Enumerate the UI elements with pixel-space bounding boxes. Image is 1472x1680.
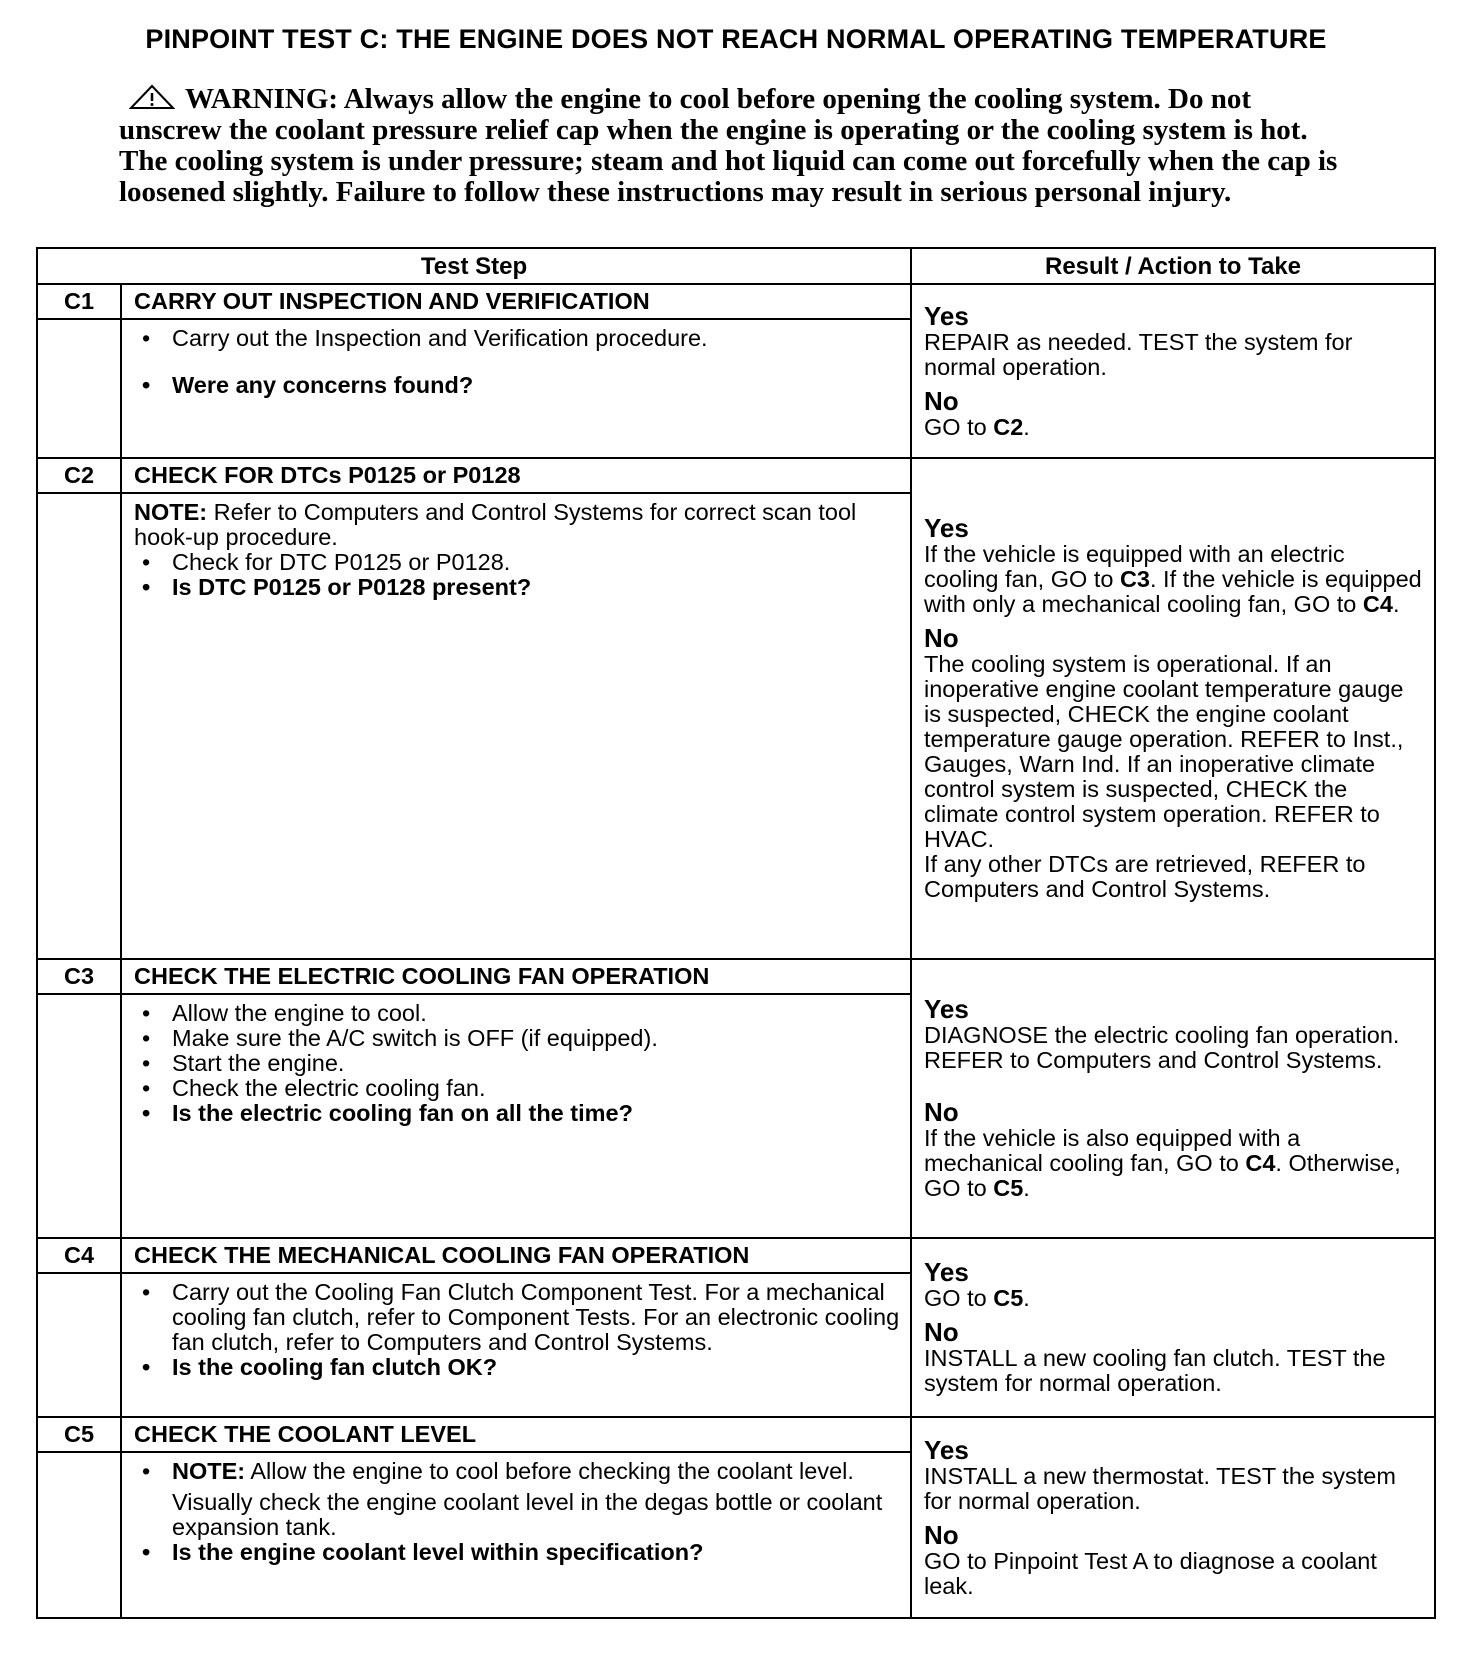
step-heading: CARRY OUT INSPECTION AND VERIFICATION bbox=[121, 284, 911, 319]
no-action-text: GO to bbox=[924, 413, 994, 440]
step-c1-instructions bbox=[121, 319, 911, 458]
no-action-text: If the vehicle is also equipped with a mechanical cooling fan, GO to bbox=[924, 1125, 1301, 1176]
step-question: • Is the engine coolant level within specification? bbox=[134, 1540, 900, 1565]
step-id: C5 bbox=[37, 1417, 121, 1452]
no-label: No bbox=[924, 385, 959, 416]
warning-triangle-icon bbox=[129, 84, 175, 110]
step-c4-heading-row bbox=[37, 1238, 1435, 1273]
no-action-text: . Otherwise, GO to bbox=[924, 1150, 1401, 1201]
pinpoint-test-table bbox=[36, 247, 1436, 1619]
note-text: Allow the engine to cool before checking the coolant level. bbox=[245, 1458, 854, 1484]
step-c4-instructions bbox=[121, 1273, 911, 1417]
col-header-test-step: Test Step bbox=[37, 248, 911, 284]
no-action bbox=[924, 415, 1424, 440]
step-c2-heading-row bbox=[37, 458, 1435, 493]
instruction-item: • Check the electric cooling fan. bbox=[134, 1076, 900, 1101]
step-c3-result bbox=[911, 959, 1435, 1238]
step-id: C3 bbox=[37, 959, 121, 994]
note-label: NOTE: bbox=[172, 1458, 246, 1484]
step-ref: C4 bbox=[1245, 1150, 1276, 1176]
no-label: No bbox=[924, 1317, 959, 1347]
instruction-item: Visually check the engine coolant level in the degas bottle or coolant expansion tank. bbox=[172, 1489, 883, 1540]
step-id-blank bbox=[37, 493, 121, 959]
table-header-row bbox=[37, 248, 1435, 284]
step-heading: CHECK FOR DTCs P0125 or P0128 bbox=[121, 458, 911, 493]
step-id: C2 bbox=[37, 458, 121, 493]
yes-action: INSTALL a new thermostat. TEST the system for normal operation. bbox=[924, 1462, 1396, 1514]
no-action: The cooling system is operational. If an inoperative engine coolant temperature gauge is suspected, CHECK the engine coolant temperature gauge operation. REFER to Inst., Gauges, Warn Ind. If an inoperative climate control system is suspected, CHECK the climate control system operation. REFER to HVAC. bbox=[924, 651, 1404, 852]
no-action: GO to Pinpoint Test A to diagnose a coolant leak. bbox=[924, 1547, 1377, 1599]
instruction-item: • Allow the engine to cool. bbox=[134, 1001, 900, 1026]
yes-action: REPAIR as needed. TEST the system for normal operation. bbox=[924, 328, 1353, 380]
yes-label: Yes bbox=[924, 513, 969, 543]
yes-label: Yes bbox=[924, 1257, 969, 1287]
note-item bbox=[134, 1459, 900, 1484]
yes-action-text: . bbox=[1023, 1285, 1030, 1311]
page-title: PINPOINT TEST C: THE ENGINE DOES NOT REACH NORMAL OPERATING TEMPERATURE bbox=[145, 24, 1327, 54]
step-c5-instructions bbox=[121, 1452, 911, 1618]
note bbox=[134, 500, 900, 550]
instruction-item: • Start the engine. bbox=[134, 1051, 900, 1076]
no-action-text: . bbox=[1023, 413, 1030, 440]
step-id-blank bbox=[37, 1273, 121, 1417]
step-ref: C3 bbox=[1119, 566, 1150, 592]
instruction-item: • Carry out the Cooling Fan Clutch Component Test. For a mechanical cooling fan clutch, refer to Component Tests. For an electronic cooling fan clutch, refer to Computers and Control Systems. bbox=[134, 1280, 900, 1355]
no-action: INSTALL a new cooling fan clutch. TEST the system for normal operation. bbox=[924, 1345, 1386, 1396]
col-header-result: Result / Action to Take bbox=[911, 248, 1435, 284]
step-ref: C4 bbox=[1362, 591, 1393, 617]
no-action-text: . bbox=[1023, 1175, 1030, 1201]
step-question: • Is the electric cooling fan on all the time? bbox=[134, 1101, 900, 1126]
step-id: C4 bbox=[37, 1238, 121, 1273]
yes-label: Yes bbox=[924, 1434, 969, 1465]
instruction-item: • Make sure the A/C switch is OFF (if equipped). bbox=[134, 1026, 900, 1051]
step-question: • Is DTC P0125 or P0128 present? bbox=[134, 575, 900, 600]
step-heading: CHECK THE COOLANT LEVEL bbox=[121, 1417, 911, 1452]
no-action bbox=[924, 1126, 1424, 1201]
yes-action-text: GO to bbox=[924, 1285, 994, 1311]
no-label: No bbox=[924, 1519, 959, 1550]
yes-action bbox=[924, 542, 1424, 617]
note-label: NOTE: bbox=[134, 499, 208, 525]
no-action-extra: If any other DTCs are retrieved, REFER to Computers and Control Systems. bbox=[924, 851, 1366, 902]
step-c1-heading-row bbox=[37, 284, 1435, 319]
step-id-blank bbox=[37, 319, 121, 458]
warning-block bbox=[119, 84, 1344, 208]
yes-action bbox=[924, 1286, 1424, 1311]
instruction-item: • Carry out the Inspection and Verification procedure. bbox=[134, 326, 900, 351]
warning-text: WARNING: Always allow the engine to cool before opening the cooling system. Do not unscrew the coolant pressure relief cap when the engine is operating or the cooling system is hot. The cooling system is under pressure; steam and hot liquid can come out forcefully when the cap is loosened slightly. Failure to follow these instructions may result in serious personal injury. bbox=[119, 83, 1338, 208]
yes-action-text: . bbox=[1392, 591, 1400, 617]
step-c1-result bbox=[911, 284, 1435, 458]
step-c4-result bbox=[911, 1238, 1435, 1417]
yes-label: Yes bbox=[924, 300, 969, 331]
step-heading: CHECK THE MECHANICAL COOLING FAN OPERATION bbox=[121, 1238, 911, 1273]
step-heading: CHECK THE ELECTRIC COOLING FAN OPERATION bbox=[121, 959, 911, 994]
yes-action-text: If the vehicle is equipped with an electric cooling fan, GO to bbox=[924, 541, 1345, 592]
yes-label: Yes bbox=[924, 994, 969, 1024]
step-c5-result bbox=[911, 1417, 1435, 1618]
step-c5-heading-row bbox=[37, 1417, 1435, 1452]
no-label: No bbox=[924, 1097, 959, 1127]
yes-action: DIAGNOSE the electric cooling fan operation. REFER to Computers and Control Systems. bbox=[924, 1022, 1400, 1073]
step-c2-result bbox=[911, 458, 1435, 959]
step-c3-instructions bbox=[121, 994, 911, 1238]
step-id-blank bbox=[37, 994, 121, 1238]
step-ref: C5 bbox=[993, 1175, 1024, 1201]
step-question: • Were any concerns found? bbox=[134, 373, 900, 398]
yes-action-text: . If the vehicle is equipped with only a mechanical cooling fan, GO to bbox=[924, 566, 1422, 617]
step-id-blank bbox=[37, 1452, 121, 1618]
step-ref: C2 bbox=[993, 413, 1024, 440]
step-c3-heading-row bbox=[37, 959, 1435, 994]
step-question: • Is the cooling fan clutch OK? bbox=[134, 1355, 900, 1380]
step-c2-instructions bbox=[121, 493, 911, 959]
step-ref: C5 bbox=[993, 1285, 1024, 1311]
no-label: No bbox=[924, 623, 959, 653]
instruction-item: • Check for DTC P0125 or P0128. bbox=[134, 550, 900, 575]
step-id: C1 bbox=[37, 284, 121, 319]
note-text: Refer to Computers and Control Systems for correct scan tool hook-up procedure. bbox=[134, 499, 857, 550]
